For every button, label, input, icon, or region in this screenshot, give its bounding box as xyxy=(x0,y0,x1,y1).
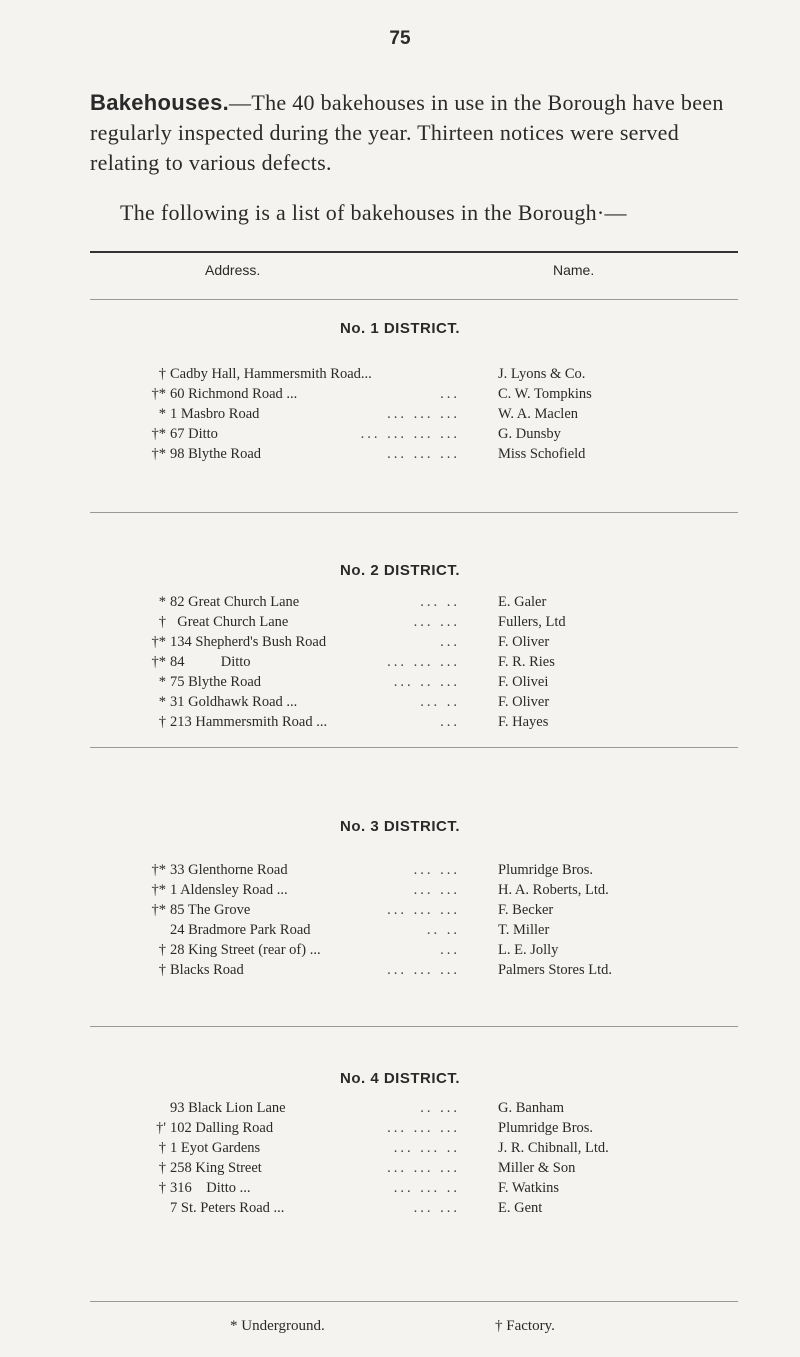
row-mark: † xyxy=(158,614,166,630)
name-cell: J. R. Chibnall, Ltd. xyxy=(498,1140,609,1156)
name-cell: F. Watkins xyxy=(498,1180,560,1196)
leader-dots: ... xyxy=(440,634,460,650)
header-rule xyxy=(90,299,738,300)
row-mark: †* xyxy=(151,882,166,898)
table-row xyxy=(0,406,800,426)
leader-dots: ... ... ... xyxy=(387,446,460,462)
name-cell: T. Miller xyxy=(498,922,550,938)
name-cell: F. Becker xyxy=(498,902,554,918)
address-cell: 1 Eyot Gardens xyxy=(170,1140,261,1156)
leader-dots: ... .. xyxy=(420,694,460,710)
table-row xyxy=(0,1160,800,1180)
name-cell: F. R. Ries xyxy=(498,654,555,670)
table-row xyxy=(0,942,800,962)
address-cell: 1 Masbro Road xyxy=(170,406,260,422)
row-mark: †* xyxy=(151,654,166,670)
address-cell: 31 Goldhawk Road ... xyxy=(170,694,298,710)
name-cell: H. A. Roberts, Ltd. xyxy=(498,882,609,898)
name-cell: Fullers, Ltd xyxy=(498,614,566,630)
leader-dots: ... .. ... xyxy=(393,674,460,690)
row-mark: †' xyxy=(156,1120,166,1136)
leader-dots: ... xyxy=(440,942,460,958)
table-row xyxy=(0,426,800,446)
table-row xyxy=(0,594,800,614)
leader-dots: ... ... xyxy=(413,1200,460,1216)
row-mark: †* xyxy=(151,386,166,402)
table-row xyxy=(0,614,800,634)
leader-dots: ... xyxy=(440,714,460,730)
name-cell: F. Hayes xyxy=(498,714,549,730)
table-row xyxy=(0,694,800,714)
table-row xyxy=(0,922,800,942)
address-cell: 213 Hammersmith Road ... xyxy=(170,714,328,730)
row-mark: †* xyxy=(151,862,166,878)
name-cell: L. E. Jolly xyxy=(498,942,559,958)
table-row xyxy=(0,634,800,654)
address-column-header: Address. xyxy=(205,262,261,278)
table-row xyxy=(0,366,800,386)
row-mark: † xyxy=(158,366,166,382)
row-mark: †* xyxy=(151,902,166,918)
district-divider xyxy=(90,512,738,513)
footnote-factory: † Factory. xyxy=(495,1318,555,1334)
address-cell: 102 Dalling Road xyxy=(170,1120,274,1136)
table-row xyxy=(0,1120,800,1140)
row-mark: † xyxy=(158,1180,166,1196)
name-cell: W. A. Maclen xyxy=(498,406,579,422)
list-intro: The following is a list of bakehouses in the Borough·— xyxy=(120,200,627,225)
row-mark: † xyxy=(158,962,166,978)
name-cell: J. Lyons & Co. xyxy=(498,366,586,382)
name-cell: E. Galer xyxy=(498,594,547,610)
address-cell: 258 King Street xyxy=(170,1160,262,1176)
table-top-rule xyxy=(90,251,738,253)
page-number: 75 xyxy=(389,28,411,49)
address-cell: 75 Blythe Road xyxy=(170,674,262,690)
address-cell: 93 Black Lion Lane xyxy=(170,1100,286,1116)
name-cell: Plumridge Bros. xyxy=(498,862,594,878)
table-row xyxy=(0,862,800,882)
leader-dots: ... xyxy=(440,386,460,402)
district-divider xyxy=(90,1026,738,1027)
name-cell: F. Olivei xyxy=(498,674,549,690)
name-column-header: Name. xyxy=(553,262,595,278)
leader-dots: ... ... ... xyxy=(387,406,460,422)
leader-dots: ... ... ... xyxy=(387,654,460,670)
address-cell: 67 Ditto xyxy=(170,426,218,442)
name-cell: Miller & Son xyxy=(498,1160,576,1176)
address-cell: Blacks Road xyxy=(170,962,244,978)
address-cell: 24 Bradmore Park Road xyxy=(170,922,311,938)
table-row xyxy=(0,654,800,674)
table-row xyxy=(0,1200,800,1220)
section-heading: Bakehouses. xyxy=(90,90,230,115)
row-mark: * xyxy=(158,594,166,610)
leader-dots: ... ... xyxy=(413,862,460,878)
address-cell: 85 The Grove xyxy=(170,902,251,918)
name-cell: G. Dunsby xyxy=(498,426,561,442)
table-row xyxy=(0,902,800,922)
table-row xyxy=(0,1180,800,1200)
name-cell: F. Oliver xyxy=(498,634,550,650)
footnote-underground: * Underground. xyxy=(230,1318,325,1334)
intro-paragraph xyxy=(90,88,740,178)
table-row xyxy=(0,446,800,466)
address-cell: 1 Aldensley Road ... xyxy=(170,882,288,898)
name-cell: Miss Schofield xyxy=(498,446,586,462)
row-mark: † xyxy=(158,942,166,958)
address-cell: 134 Shepherd's Bush Road xyxy=(170,634,327,650)
leader-dots: ... ... ... xyxy=(387,1120,460,1136)
row-mark: †* xyxy=(151,634,166,650)
address-cell: 60 Richmond Road ... xyxy=(170,386,298,402)
district-heading: No. 4 DISTRICT. xyxy=(339,1070,460,1087)
name-cell: Plumridge Bros. xyxy=(498,1120,594,1136)
name-cell: C. W. Tompkins xyxy=(498,386,592,402)
table-row xyxy=(0,386,800,406)
row-mark: †* xyxy=(151,446,166,462)
district-divider xyxy=(90,747,738,748)
leader-dots: ... ... xyxy=(413,882,460,898)
address-cell: 82 Great Church Lane xyxy=(170,594,300,610)
leader-dots: ... ... .. xyxy=(393,1140,460,1156)
address-cell: 33 Glenthorne Road xyxy=(170,862,288,878)
footer-rule xyxy=(90,1301,738,1302)
intro-text: —The 40 bakehouses in use in the Borough have been regularly inspected during the year. Thirteen notices were served relating to various defects. xyxy=(90,90,724,175)
address-cell: Great Church Lane xyxy=(170,614,289,630)
leader-dots: ... .. xyxy=(420,594,460,610)
table-row xyxy=(0,1140,800,1160)
leader-dots: ... ... ... xyxy=(387,962,460,978)
leader-dots: .. .. xyxy=(426,922,460,938)
row-mark: † xyxy=(158,1140,166,1156)
table-row xyxy=(0,674,800,694)
district-heading: No. 1 DISTRICT. xyxy=(339,320,460,337)
table-row xyxy=(0,714,800,734)
leader-dots: ... ... xyxy=(413,614,460,630)
address-cell: 98 Blythe Road xyxy=(170,446,262,462)
address-cell: 7 St. Peters Road ... xyxy=(170,1200,285,1216)
name-cell: E. Gent xyxy=(498,1200,543,1216)
address-cell: 316 Ditto ... xyxy=(170,1180,251,1196)
address-cell: 84 Ditto xyxy=(170,654,251,670)
leader-dots: ... ... .. xyxy=(393,1180,460,1196)
row-mark: * xyxy=(158,674,166,690)
table-row xyxy=(0,1100,800,1120)
leader-dots: ... ... ... xyxy=(387,902,460,918)
name-cell: G. Banham xyxy=(498,1100,565,1116)
table-row xyxy=(0,882,800,902)
row-mark: † xyxy=(158,1160,166,1176)
row-mark: †* xyxy=(151,426,166,442)
district-heading: No. 2 DISTRICT. xyxy=(339,562,460,579)
name-cell: Palmers Stores Ltd. xyxy=(498,962,612,978)
leader-dots: .. ... xyxy=(420,1100,460,1116)
row-mark: * xyxy=(158,694,166,710)
address-cell: Cadby Hall, Hammersmith Road... xyxy=(170,366,372,382)
name-cell: F. Oliver xyxy=(498,694,550,710)
leader-dots: ... ... ... xyxy=(387,1160,460,1176)
row-mark: † xyxy=(158,714,166,730)
leader-dots: ... ... ... ... xyxy=(360,426,460,442)
table-row xyxy=(0,962,800,982)
row-mark: * xyxy=(158,406,166,422)
address-cell: 28 King Street (rear of) ... xyxy=(170,942,321,958)
district-heading: No. 3 DISTRICT. xyxy=(339,818,460,835)
